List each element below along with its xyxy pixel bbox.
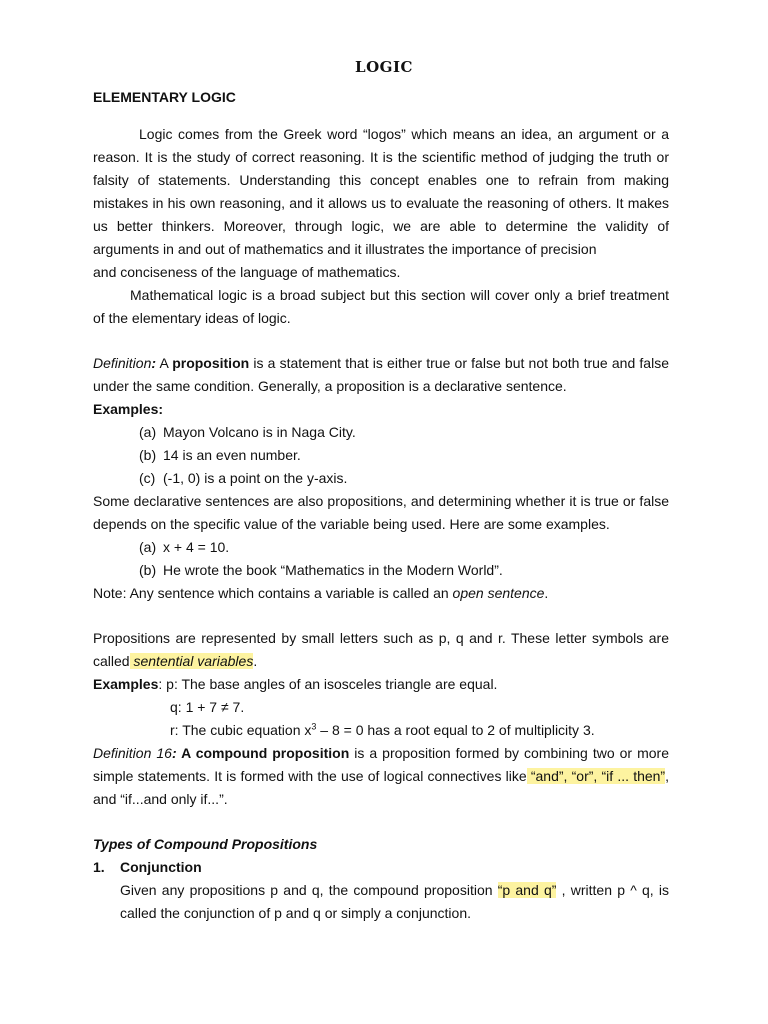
examples-p: Examples: p: The base angles of an isosceles triangle are equal. — [93, 676, 498, 692]
list-item: (b) 14 is an even number. — [139, 447, 301, 463]
definition-label: Definition — [93, 355, 152, 371]
list-item: (b) He wrote the book “Mathematics in the Modern World”. — [139, 562, 503, 578]
list-item: (a) Mayon Volcano is in Naga City. — [139, 424, 356, 440]
compound-definition: Definition 16: A compound proposition is a proposition formed by combining two or more simple statements. It is formed with the use of logical connectives like “and”, “or”, “if ... then”, and “if...and only if...”. — [93, 745, 669, 807]
page-title: LOGIC — [355, 58, 413, 76]
definition-label: Definition 16 — [93, 745, 172, 761]
sentential-variables-highlight: sentential variables — [129, 653, 254, 669]
variables-paragraph: Propositions are represented by small letters such as p, q and r. These letter symbols are called sentential variables. — [93, 630, 669, 669]
compound-term: A compound proposition — [176, 745, 350, 761]
proposition-term: proposition — [172, 355, 250, 371]
open-sentence-note: Note: Any sentence which contains a variable is called an open sentence. — [93, 585, 549, 601]
document-body — [93, 86, 669, 925]
list-item: (c) (-1, 0) is a point on the y-axis. — [139, 470, 348, 486]
examples-label: Examples: — [93, 401, 164, 417]
section-heading: ELEMENTARY LOGIC — [93, 89, 236, 105]
proposition-definition: Definition: A proposition is a statement that is either true or false but not both true and false under the same condition. Generally, a proposition is a declarative sentence. — [93, 355, 669, 394]
declarative-paragraph: Some declarative sentences are also propositions, and determining whether it is true or false depends on the specific value of the variable being used. Here are some examples. — [93, 493, 669, 532]
connectives-highlight: “and”, “or”, “if ... then” — [526, 768, 666, 784]
examples-q: q: 1 + 7 ≠ 7. — [170, 699, 245, 715]
examples-r: r: The cubic equation $x^3 - 8 = 0$ has a root equal to 2 of multiplicity 3. — [170, 721, 595, 738]
conjunction-heading: 1. Conjunction — [93, 859, 202, 875]
p-and-q-highlight: “p and q” — [497, 882, 557, 898]
list-item: (a) x + 4 = 10. — [139, 539, 230, 555]
intro-paragraph: Logic comes from the Greek word “logos” which means an idea, an argument or a reason. It is the study of correct reasoning. It is the scientific method of judging the truth or falsity of statements. Understanding this concept enables one to refrain from making mistakes in his own reasoning, and it allows us to evaluate the reasoning of others. It makes us better thinkers. Moreover, through logic, we are able to determine the validity of arguments in and out of mathematics and it illustrates the importance of precision — [93, 126, 669, 257]
intro-paragraph-end: and conciseness of the language of mathematics. — [93, 264, 401, 280]
types-heading: Types of Compound Propositions — [93, 836, 318, 852]
scope-paragraph: Mathematical logic is a broad subject but this section will cover only a brief treatment of the elementary ideas of logic. — [93, 287, 669, 326]
conjunction-paragraph: Given any propositions p and q, the compound proposition “p and q” , written p ^ q, is called the conjunction of p and q or simply a conjunction. — [120, 882, 669, 921]
